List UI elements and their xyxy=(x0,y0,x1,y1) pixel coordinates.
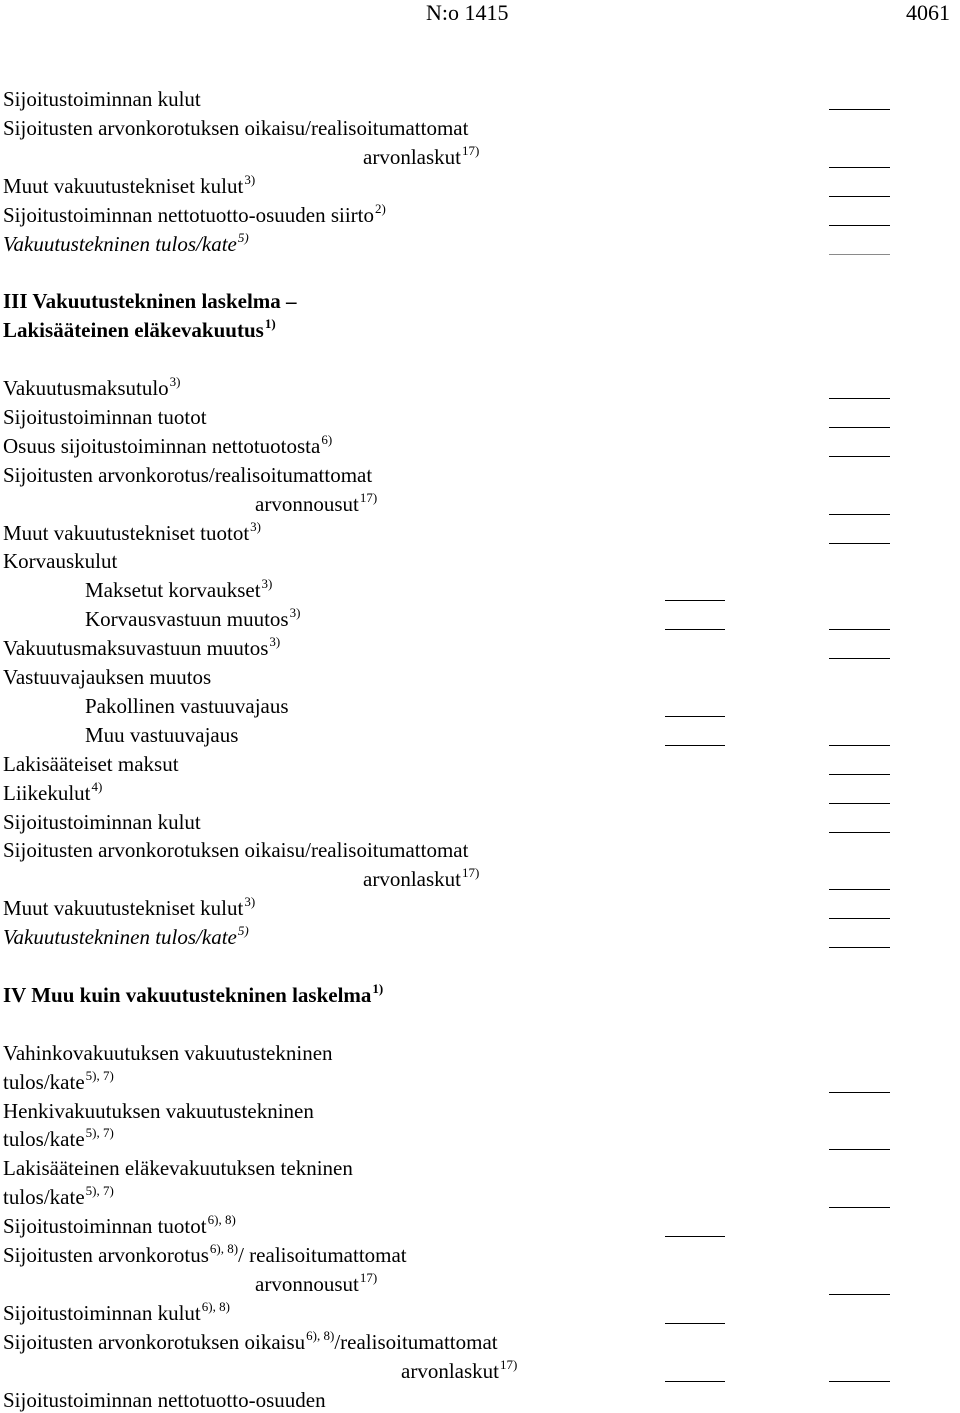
statement-line xyxy=(85,577,272,603)
statement-line xyxy=(85,693,289,719)
footnote-ref: 2) xyxy=(375,200,386,216)
footnote-ref: 6), 8) xyxy=(306,1327,335,1343)
amount-blank xyxy=(829,109,890,110)
footnote-ref: 5) xyxy=(237,923,249,939)
line-label-tail: / realisoitumattomat xyxy=(238,1243,407,1267)
line-label: Henkivakuutuksen vakuutustekninen xyxy=(3,1098,314,1123)
statement-line xyxy=(3,837,468,863)
line-label: Lakisääteinen eläkevakuutuksen tekninen xyxy=(3,1156,353,1181)
statement-line xyxy=(3,548,117,574)
statement-line xyxy=(3,317,276,343)
line-label: Sijoitusten arvonkorotuksen oikaisu xyxy=(3,1329,306,1354)
statement-line xyxy=(3,1242,407,1268)
issue-number: N:o 1415 xyxy=(426,0,509,25)
statement-line xyxy=(85,606,300,632)
footnote-ref: 6), 8) xyxy=(201,1298,230,1314)
amount-blank xyxy=(829,254,890,255)
footnote-ref: 1) xyxy=(264,316,276,332)
footnote-ref: 17) xyxy=(499,1356,518,1372)
amount-blank xyxy=(829,918,890,919)
statement-line xyxy=(3,231,249,257)
amount-blank xyxy=(829,947,890,948)
subtotal-amount-blank xyxy=(665,1236,725,1237)
page-number: 4061 xyxy=(906,0,950,25)
line-label: Vakuutusmaksuvastuun muutos xyxy=(3,636,269,661)
footnote-ref: 3) xyxy=(244,171,256,187)
line-label: Sijoitusten arvonkorotus/realisoitumattomat xyxy=(3,462,373,487)
line-label-tail: /realisoitumattomat xyxy=(334,1329,498,1354)
statement-line xyxy=(3,1387,326,1413)
subtotal-amount-blank xyxy=(665,600,725,601)
statement-line xyxy=(3,1184,114,1210)
footnote-ref: 3) xyxy=(261,576,273,592)
amount-blank xyxy=(829,167,890,168)
line-label: Sijoitusten arvonkorotuksen oikaisu/realisoitumattomat xyxy=(3,115,469,140)
footnote-ref: 6), 8) xyxy=(207,1212,236,1228)
subtotal-amount-blank xyxy=(665,629,725,630)
line-label: Vakuutustekninen tulos/kate xyxy=(3,231,237,256)
footnote-ref: 1) xyxy=(372,980,384,996)
line-label: III Vakuutustekninen laskelma – xyxy=(3,289,297,314)
line-label: IV Muu kuin vakuutustekninen laskelma xyxy=(3,982,372,1007)
statement-line xyxy=(3,635,280,661)
amount-blank xyxy=(829,196,890,197)
subtotal-amount-blank xyxy=(665,1381,725,1382)
line-label: tulos/kate xyxy=(3,1069,85,1094)
line-label: Sijoitustoiminnan kulut xyxy=(3,809,201,834)
statement-line xyxy=(3,780,102,806)
statement-line xyxy=(255,491,377,517)
amount-blank xyxy=(829,1294,890,1295)
statement-line xyxy=(3,1098,314,1124)
statement-line xyxy=(3,809,201,835)
footnote-ref: 17) xyxy=(461,865,480,881)
statement-line xyxy=(3,202,386,228)
footnote-ref: 4) xyxy=(91,778,103,794)
footnote-ref: 17) xyxy=(359,489,378,505)
line-label: Korvausvastuun muutos xyxy=(85,607,289,632)
line-label: Vakuutustekninen tulos/kate xyxy=(3,925,237,950)
amount-blank xyxy=(829,514,890,515)
footnote-ref: 3) xyxy=(169,374,181,389)
footnote-ref: 6), 8) xyxy=(209,1241,239,1256)
line-label: Vastuuvajauksen muutos xyxy=(3,665,212,689)
statement-line xyxy=(401,1358,517,1384)
subtotal-amount-blank xyxy=(665,716,725,717)
footnote-ref: 3) xyxy=(244,894,256,910)
amount-blank xyxy=(829,1381,890,1382)
amount-blank xyxy=(829,658,890,659)
amount-blank xyxy=(829,1092,890,1093)
line-label: Muu vastuuvajaus xyxy=(85,722,239,747)
statement-line xyxy=(3,1213,236,1239)
footnote-ref: 17) xyxy=(359,1269,378,1285)
statement-line xyxy=(3,751,179,777)
line-label: arvonlaskut xyxy=(363,144,461,169)
amount-blank xyxy=(829,745,890,746)
amount-blank xyxy=(829,456,890,457)
amount-blank xyxy=(829,832,890,833)
statement-line xyxy=(3,462,372,488)
line-label: Sijoitustoiminnan tuotot xyxy=(3,1214,207,1239)
amount-blank xyxy=(829,427,890,428)
line-label: Maksetut korvaukset xyxy=(85,578,261,603)
line-label: Muut vakuutustekniset kulut xyxy=(3,173,244,198)
amount-blank xyxy=(829,543,890,544)
footnote-ref: 5), 7) xyxy=(85,1067,114,1083)
line-label: arvonnousut xyxy=(255,1271,359,1296)
line-label: Muut vakuutustekniset kulut xyxy=(3,896,244,921)
footnote-ref: 5) xyxy=(237,229,249,245)
line-label: tulos/kate xyxy=(3,1185,85,1210)
amount-blank xyxy=(829,398,890,399)
footnote-ref: 5), 7) xyxy=(85,1125,114,1141)
footnote-ref: 5), 7) xyxy=(85,1183,114,1199)
line-label: Sijoitusten arvonkorotus xyxy=(3,1243,209,1267)
line-label: Sijoitustoiminnan kulut xyxy=(3,87,201,111)
statement-line xyxy=(3,924,249,950)
line-label: arvonlaskut xyxy=(401,1358,499,1383)
statement-line xyxy=(3,1126,114,1152)
subtotal-amount-blank xyxy=(665,1323,725,1324)
amount-blank xyxy=(829,1207,890,1208)
subtotal-amount-blank xyxy=(665,745,725,746)
statement-line xyxy=(3,895,255,921)
line-label: Sijoitusten arvonkorotuksen oikaisu/realisoitumattomat xyxy=(3,838,469,863)
statement-line xyxy=(3,375,181,401)
footnote-ref: 3) xyxy=(269,634,281,650)
statement-line xyxy=(3,86,201,112)
line-label: Lakisääteiset maksut xyxy=(3,751,179,776)
amount-blank xyxy=(829,803,890,804)
statement-line xyxy=(3,288,297,314)
line-label: Lakisääteinen eläkevakuutus xyxy=(3,318,264,343)
statement-line xyxy=(3,1329,498,1355)
footnote-ref: 6) xyxy=(321,431,333,447)
amount-blank xyxy=(829,225,890,226)
statement-line xyxy=(85,722,238,748)
line-label: Pakollinen vastuuvajaus xyxy=(85,693,289,718)
line-label: Sijoitustoiminnan nettotuotto-osuuden xyxy=(3,1387,326,1412)
footnote-ref: 3) xyxy=(250,518,261,534)
line-label: Vahinkovakuutuksen vakuutustekninen xyxy=(3,1040,333,1065)
line-label: Vakuutusmaksutulo xyxy=(3,376,169,400)
line-label: arvonnousut xyxy=(255,491,359,516)
footnote-ref: 3) xyxy=(289,605,301,621)
line-label: Korvauskulut xyxy=(3,549,118,574)
statement-line xyxy=(3,1300,230,1326)
line-label: Sijoitustoiminnan tuotot xyxy=(3,404,207,429)
statement-line xyxy=(255,1271,377,1297)
statement-line xyxy=(363,866,479,892)
line-label: Sijoitustoiminnan nettotuotto-osuuden siirto xyxy=(3,202,374,227)
amount-blank xyxy=(829,889,890,890)
statement-line xyxy=(3,1155,353,1181)
statement-line xyxy=(3,404,207,430)
line-label: Osuus sijoitustoiminnan nettotuotosta xyxy=(3,433,321,458)
amount-blank xyxy=(829,774,890,775)
statement-line xyxy=(3,173,255,199)
statement-line xyxy=(3,115,468,141)
footnote-ref: 17) xyxy=(461,142,480,158)
statement-line xyxy=(3,1040,333,1066)
line-label: Liikekulut xyxy=(3,780,91,805)
statement-line xyxy=(3,982,383,1008)
statement-line xyxy=(3,664,211,690)
line-label: Muut vakuutustekniset tuotot xyxy=(3,520,250,545)
line-label: tulos/kate xyxy=(3,1127,85,1152)
statement-line xyxy=(3,1069,114,1095)
statement-line xyxy=(3,520,261,546)
statement-line xyxy=(363,144,479,170)
statement-line xyxy=(3,433,332,459)
line-label: arvonlaskut xyxy=(363,867,461,892)
amount-blank xyxy=(829,1149,890,1150)
amount-blank xyxy=(829,629,890,630)
line-label: Sijoitustoiminnan kulut xyxy=(3,1300,201,1325)
